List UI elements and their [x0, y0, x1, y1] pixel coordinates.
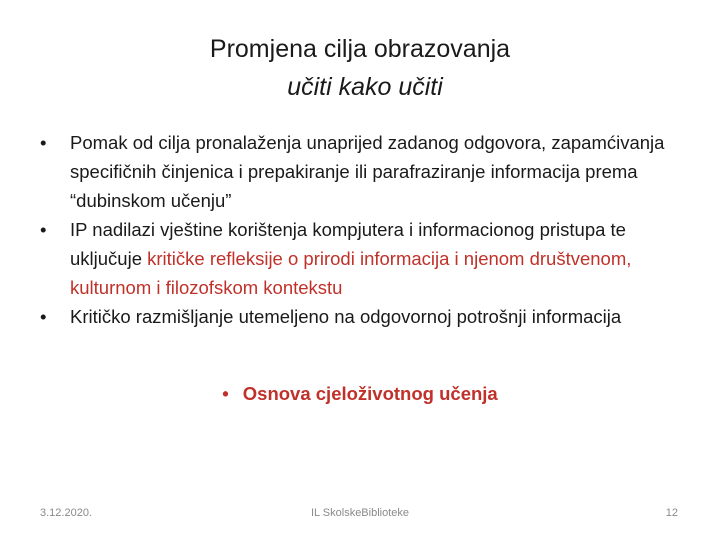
footer-label: IL SkolskeBiblioteke — [310, 507, 410, 519]
page-number: 12 — [665, 507, 678, 519]
bullet-item-2 — [40, 215, 690, 302]
bullet-item-3 — [40, 302, 690, 331]
bullet-marker: • — [40, 219, 47, 240]
bullet-text: IP nadilazi vještine korištenja kompjutera i informacionog pristupa te uključuje — [70, 219, 626, 269]
footer-date: 3.12.2020. — [40, 507, 92, 519]
bullet-marker: • — [40, 306, 47, 327]
emphasis-bullet — [0, 379, 720, 408]
bullet-marker: • — [222, 383, 229, 404]
title-line-1: Promjena cilja obrazovanja — [209, 35, 511, 63]
title-line-2: učiti kako učiti — [287, 73, 443, 101]
slide-title — [0, 30, 720, 106]
bullet-text: Pomak od cilja pronalaženja unaprijed zadanog odgovora, zapamćivanja specifičnih činjenica i prepakiranje ili parafraziranje informacija prema “dubinskom učenju” — [70, 132, 665, 211]
emphasis-text: Osnova cjeloživotnog učenja — [242, 383, 498, 404]
bullet-item-1 — [40, 128, 690, 215]
bullet-highlight-text: kritičke refleksije o prirodi informacija i njenom društvenom, kulturnom i filozofskom kontekstu — [70, 248, 632, 298]
bullet-marker: • — [40, 132, 47, 153]
bullet-list — [40, 128, 690, 331]
bullet-text: Kritičko razmišljanje utemeljeno na odgovornoj potrošnji informacija — [70, 306, 622, 327]
